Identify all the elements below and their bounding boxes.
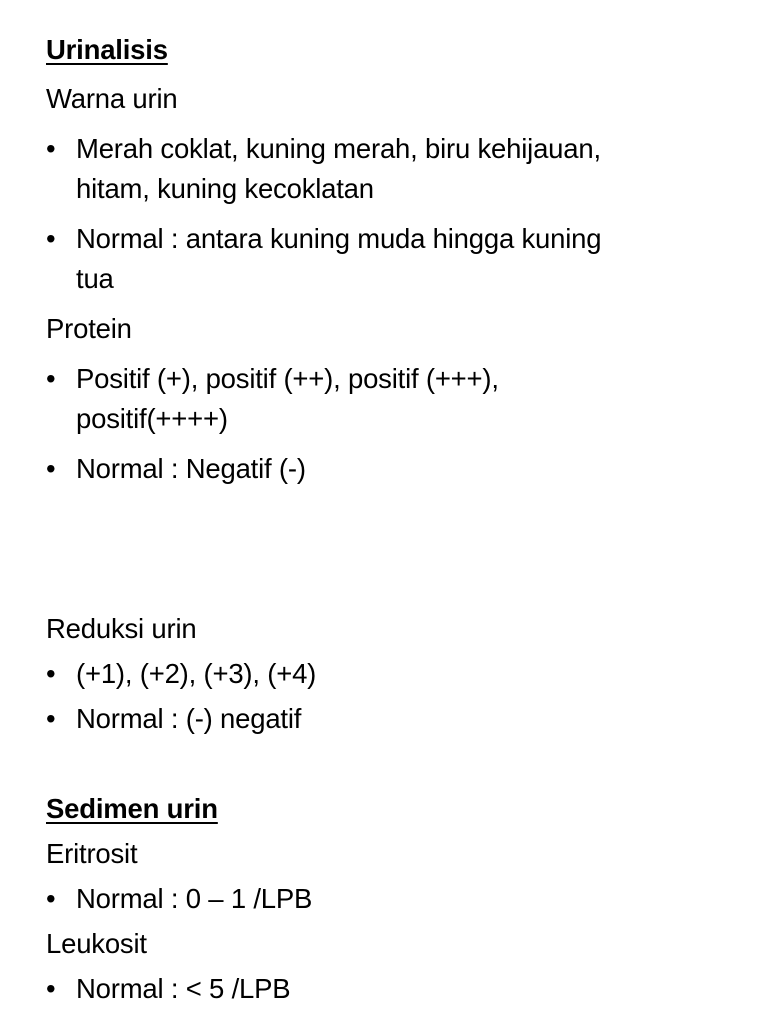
bullet-icon: • [46,453,56,484]
subheading-eritrosit: Eritrosit [46,838,138,869]
list-item-text: Normal : antara kuning muda hingga kuning [76,223,602,254]
bullet-icon: • [46,703,56,734]
list-item-text: Merah coklat, kuning merah, biru kehijauan, [76,133,601,164]
list-item-text: Normal : Negatif (-) [76,453,306,484]
bullet-icon: • [46,133,56,164]
subheading-leukosit: Leukosit [46,928,147,959]
bullet-icon: • [46,223,56,254]
section-title-sedimen-urin: Sedimen urin [46,793,218,824]
section-title-urinalisis: Urinalisis [46,34,168,65]
bullet-icon: • [46,363,56,394]
bullet-icon: • [46,973,56,1004]
bullet-icon: • [46,883,56,914]
list-item-text-cont: tua [76,263,114,294]
list-item-text: Normal : (-) negatif [76,703,302,734]
list-item-text: (+1), (+2), (+3), (+4) [76,658,317,689]
list-item-text: Normal : < 5 /LPB [76,973,291,1004]
list-item-text: Positif (+), positif (++), positif (+++), [76,363,499,394]
subheading-protein: Protein [46,313,132,344]
list-item-text: Normal : 0 – 1 /LPB [76,883,313,914]
subheading-warna-urin: Warna urin [46,83,178,114]
bullet-icon: • [46,658,56,689]
list-item-text-cont: hitam, kuning kecoklatan [76,173,374,204]
subheading-reduksi-urin: Reduksi urin [46,613,197,644]
list-item-text-cont: positif(++++) [76,403,228,434]
